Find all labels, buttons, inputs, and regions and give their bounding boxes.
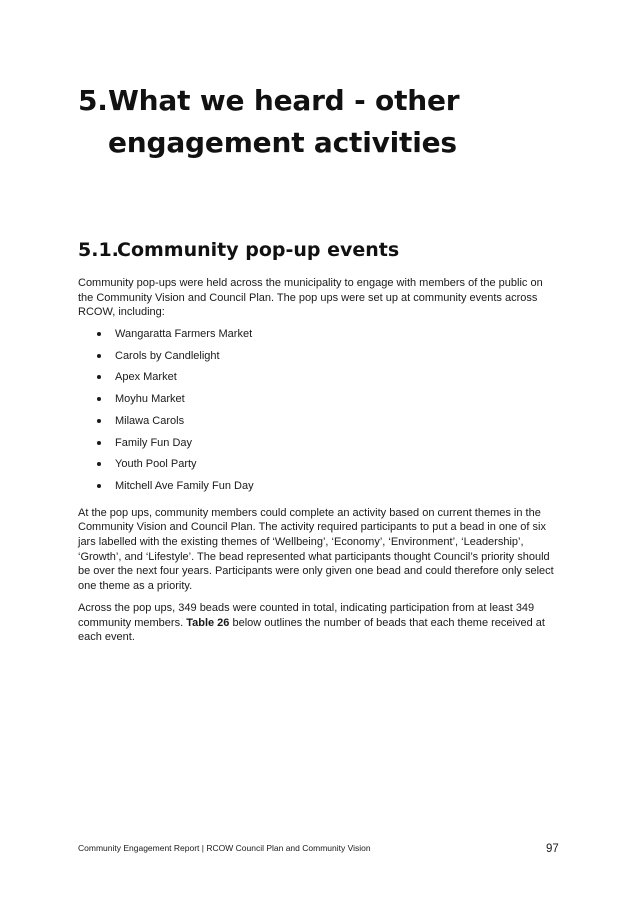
list-item — [78, 327, 558, 349]
bullet-icon — [97, 397, 101, 401]
event-name: Moyhu Market — [115, 393, 185, 406]
chapter-number: 5. — [78, 84, 108, 117]
body-text — [78, 276, 558, 652]
footer-text: Community Engagement Report | RCOW Council Plan and Community Vision — [78, 843, 371, 853]
table-reference: Table 26 — [186, 616, 230, 629]
section-number: 5.1. — [78, 239, 119, 261]
list-item — [78, 436, 558, 458]
activity-paragraph: At the pop ups, community members could complete an activity based on current themes in the Community Vision and Council Plan. The activity required participants to put a bead in one of six jars labelled with the existing themes of ‘Wellbeing’, ‘Economy’, ‘Environment’, ‘Leadership’, ‘Growth’, and ‘Lifestyle’. The bead represented what participants thought Council’s priority should be over the next four years. Participants were only given one bead and could therefore only select one theme as a priority. — [78, 506, 554, 593]
summary-text-before: Across the pop ups, 349 beads were counted in total, indicating participation from at least 349 community members. — [78, 601, 535, 629]
event-name: Carols by Candlelight — [115, 349, 220, 362]
bullet-icon — [97, 354, 101, 358]
list-item — [78, 370, 558, 392]
list-item — [78, 349, 558, 371]
event-name: Apex Market — [115, 371, 177, 384]
event-name: Milawa Carols — [115, 414, 185, 427]
event-list — [78, 327, 558, 501]
list-item — [78, 392, 558, 414]
list-item — [78, 457, 558, 479]
bullet-icon — [97, 419, 101, 423]
event-name: Family Fun Day — [115, 436, 193, 449]
section-title-text: Community pop-up events — [117, 239, 400, 261]
chapter-title-line-2: engagement activities — [108, 126, 457, 159]
bullet-icon — [97, 441, 101, 445]
summary-paragraph — [78, 601, 558, 645]
event-name: Youth Pool Party — [115, 458, 197, 471]
list-item — [78, 414, 558, 436]
section-title — [78, 237, 399, 263]
summary-text-after: below outlines the number of beads that each theme received at each event. — [78, 616, 545, 644]
chapter-title — [78, 80, 459, 164]
page-number: 97 — [546, 843, 559, 855]
event-name: Wangaratta Farmers Market — [115, 328, 253, 341]
bullet-icon — [97, 462, 101, 466]
event-name: Mitchell Ave Family Fun Day — [115, 479, 254, 492]
bullet-icon — [97, 332, 101, 336]
list-item — [78, 479, 558, 501]
bullet-icon — [97, 375, 101, 379]
chapter-title-line-1: What we heard - other — [108, 84, 460, 117]
bullet-icon — [97, 484, 101, 488]
intro-paragraph: Community pop-ups were held across the municipality to engage with members of the public on the Community Vision and Council Plan. The pop ups were set up at community events across RCOW, including: — [78, 277, 543, 319]
